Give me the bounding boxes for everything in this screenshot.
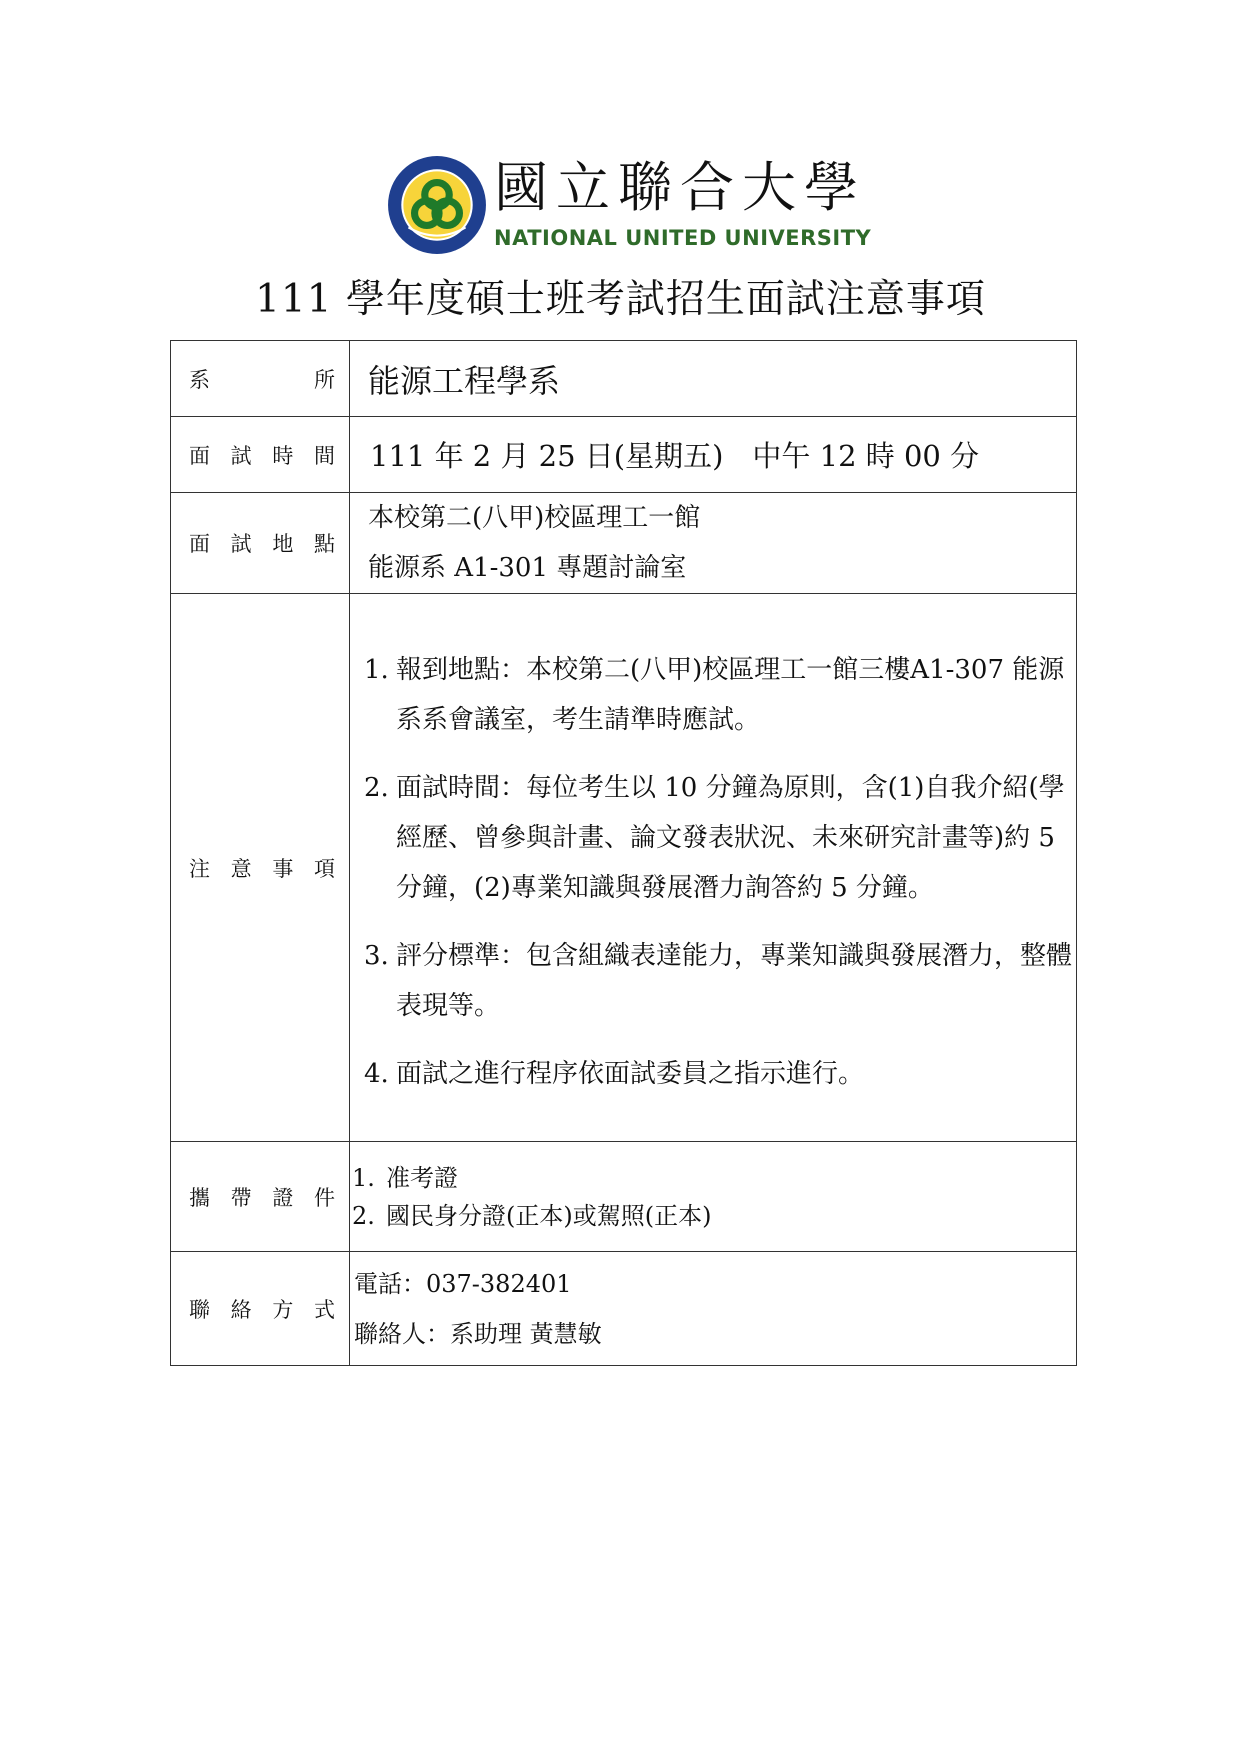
note-item: 3. 評分標準：包含組織表達能力，專業知識與發展潛力，整體表現等。 <box>364 940 1073 1021</box>
university-name-cn: 國立聯合大學 <box>494 156 866 219</box>
row-interview-place <box>171 493 1077 594</box>
documents-list <box>350 1153 1076 1241</box>
place-line: 能源系 A1-301 專題討論室 <box>368 553 687 583</box>
notes-list <box>350 627 1076 1109</box>
interview-info-table <box>170 340 1077 1366</box>
contact-person: 聯絡人：系助理 黃慧敏 <box>354 1319 602 1348</box>
row-interview-time <box>171 417 1077 493</box>
row-documents <box>171 1142 1077 1252</box>
value-documents <box>350 1142 1077 1252</box>
university-seal-icon <box>386 154 488 256</box>
row-contact <box>171 1252 1077 1366</box>
note-item: 2. 面試時間：每位考生以 10 分鐘為原則，含(1)自我介紹(學經歷、曾參與計畫、論文發表狀況、未來研究計畫等)約 5 分鐘，(2)專業知識與發展潛力詢答約 5 分鐘。 <box>364 772 1065 903</box>
value-interview-time <box>350 417 1077 493</box>
value-notes <box>350 594 1077 1142</box>
contact-phone: 電話：037-382401 <box>354 1269 572 1298</box>
value-contact <box>350 1252 1077 1366</box>
label-interview-place: 面 試 地 點 <box>171 493 350 594</box>
note-item: 4. 面試之進行程序依面試委員之指示進行。 <box>364 1058 865 1089</box>
row-notes <box>171 594 1077 1142</box>
document-item: 1. 准考證 <box>352 1163 458 1192</box>
place-line: 本校第二(八甲)校區理工一館 <box>368 503 701 533</box>
label-documents: 攜 帶 證 件 <box>171 1142 350 1252</box>
page-title: 111 學年度碩士班考試招生面試注意事項 <box>255 277 986 322</box>
interview-datetime: 111 年 2 月 25 日(星期五) 中午 12 時 00 分 <box>370 439 980 473</box>
document-item: 2. 國民身分證(正本)或駕照(正本) <box>352 1201 712 1230</box>
row-department <box>171 341 1077 417</box>
university-name-en: NATIONAL UNITED UNIVERSITY <box>494 226 872 250</box>
department-name: 能源工程學系 <box>368 361 561 400</box>
value-department <box>350 341 1077 417</box>
label-notes: 注 意 事 項 <box>171 594 350 1142</box>
label-contact: 聯 絡 方 式 <box>171 1252 350 1366</box>
university-logo <box>386 152 872 262</box>
note-item: 1. 報到地點：本校第二(八甲)校區理工一館三樓A1-307 能源系系會議室，考生請準時應試。 <box>364 654 1065 735</box>
label-department: 系 所 <box>171 341 350 417</box>
label-interview-time: 面 試 時 間 <box>171 417 350 493</box>
value-interview-place <box>350 493 1077 594</box>
